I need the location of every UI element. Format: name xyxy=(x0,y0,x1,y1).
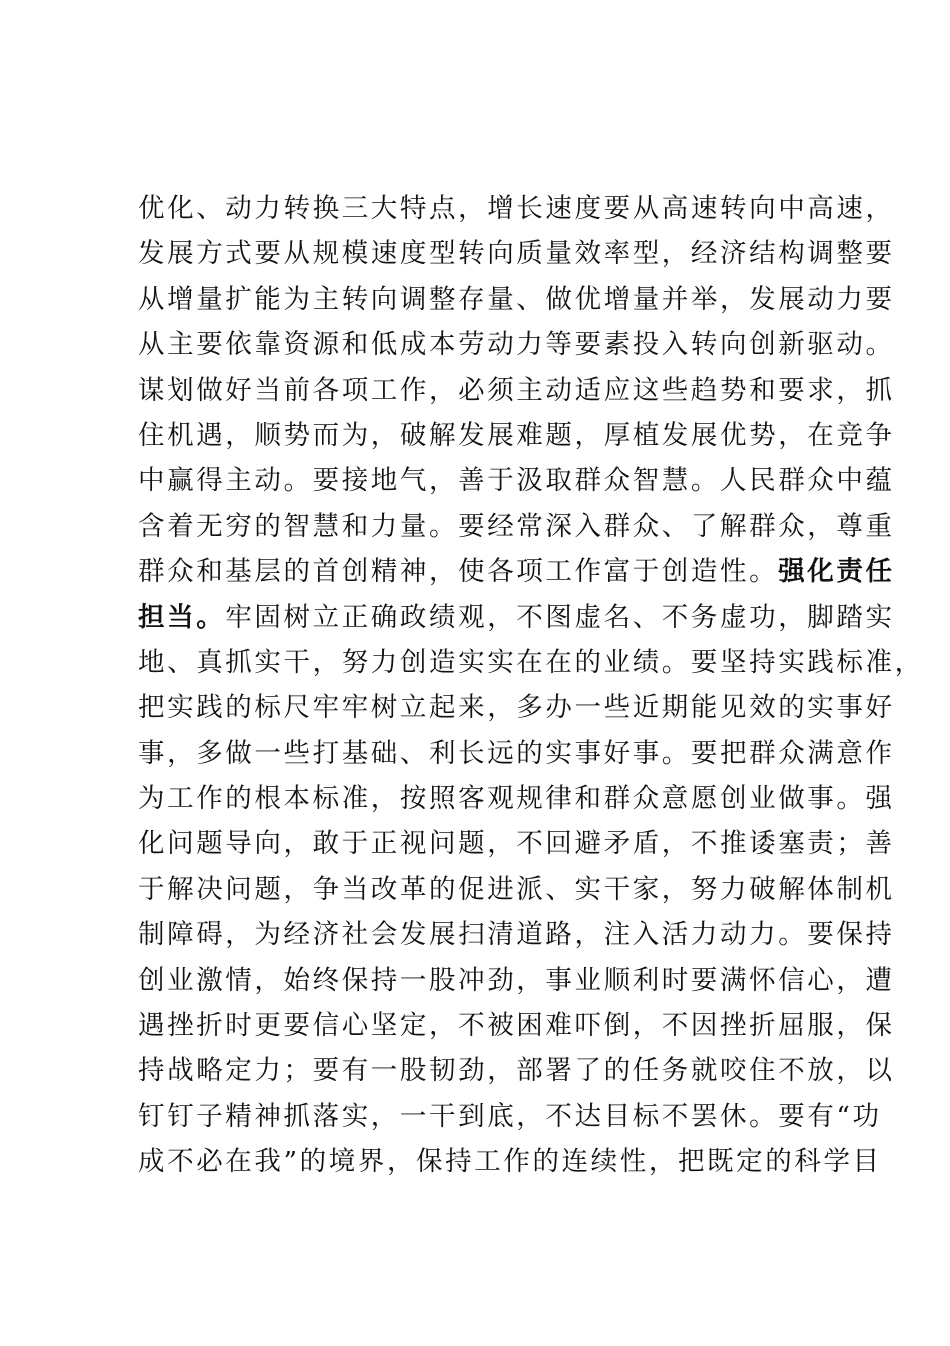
text-line xyxy=(138,413,895,458)
text-segment: 把实践的标尺牢牢树立起来，多办一些近期能见效的实事好 xyxy=(138,692,895,724)
text-line xyxy=(138,1048,895,1093)
text-line xyxy=(138,322,895,367)
text-line xyxy=(138,595,895,640)
text-segment: 持战略定力；要有一股韧劲，部署了的任务就咬住不放，以 xyxy=(138,1055,895,1087)
text-line xyxy=(138,821,895,866)
text-line xyxy=(138,1094,882,1139)
text-segment: 群众和基层的首创精神，使各项工作富于创造性。 xyxy=(138,556,779,588)
text-line xyxy=(138,231,895,276)
text-segment: 创业激情，始终保持一股冲劲，事业顺利时要满怀信心，遭 xyxy=(138,964,895,996)
text-segment: 遇挫折时更要信心坚定，不被困难吓倒，不因挫折屈服，保 xyxy=(138,1010,895,1042)
text-line xyxy=(138,549,895,594)
text-segment: 优化、动力转换三大特点，增长速度要从高速转向中高速， xyxy=(138,193,895,224)
text-line xyxy=(138,186,895,231)
bold-heading-text: 强化责任 xyxy=(778,556,895,588)
text-line xyxy=(138,1003,895,1048)
text-segment: 制障碍，为经济社会发展扫清道路，注入活力动力。要保持 xyxy=(138,919,895,951)
bold-heading-text: 担当。 xyxy=(138,601,226,633)
text-segment: 住机遇，顺势而为，破解发展难题，厚植发展优势，在竞争 xyxy=(138,419,895,451)
text-line xyxy=(138,731,895,776)
text-segment: 含着无穷的智慧和力量。要经常深入群众、了解群众，尊重 xyxy=(138,510,895,542)
text-line xyxy=(138,958,895,1003)
text-line xyxy=(138,776,895,821)
text-line xyxy=(138,277,895,322)
text-line xyxy=(138,504,895,549)
text-line xyxy=(138,912,895,957)
text-segment: 牢固树立正确政绩观，不图虚名、不务虚功，脚踏实 xyxy=(225,601,895,633)
text-segment: 事，多做一些打基础、利长远的实事好事。要把群众满意作 xyxy=(138,737,895,769)
text-line xyxy=(138,640,924,685)
text-segment: 中赢得主动。要接地气，善于汲取群众智慧。人民群众中蕴 xyxy=(138,465,895,497)
text-line xyxy=(138,685,895,730)
text-segment: 于解决问题，争当改革的促进派、实干家，努力破解体制机 xyxy=(138,873,895,905)
text-line xyxy=(138,368,895,413)
body-text xyxy=(138,186,924,1185)
text-line xyxy=(138,867,895,912)
text-segment: 成不必在我”的境界，保持工作的连续性，把既定的科学目 xyxy=(138,1146,882,1178)
text-segment: 钉钉子精神抓落实，一干到底，不达目标不罢休。要有“功 xyxy=(138,1100,882,1132)
text-segment: 为工作的根本标准，按照客观规律和群众意愿创业做事。强 xyxy=(138,783,895,815)
text-line xyxy=(138,458,895,503)
text-segment: 发展方式要从规模速度型转向质量效率型，经济结构调整要 xyxy=(138,238,895,270)
text-segment: 从增量扩能为主转向调整存量、做优增量并举，发展动力要 xyxy=(138,283,895,315)
text-line xyxy=(138,1139,882,1184)
text-segment: 从主要依靠资源和低成本劳动力等要素投入转向创新驱动。 xyxy=(138,329,895,361)
text-segment: 谋划做好当前各项工作，必须主动适应这些趋势和要求，抓 xyxy=(138,374,895,406)
text-segment: 地、真抓实干，努力创造实实在在的业绩。要坚持实践标准， xyxy=(138,646,924,678)
text-segment: 化问题导向，敢于正视问题，不回避矛盾，不推诿塞责；善 xyxy=(138,828,895,860)
